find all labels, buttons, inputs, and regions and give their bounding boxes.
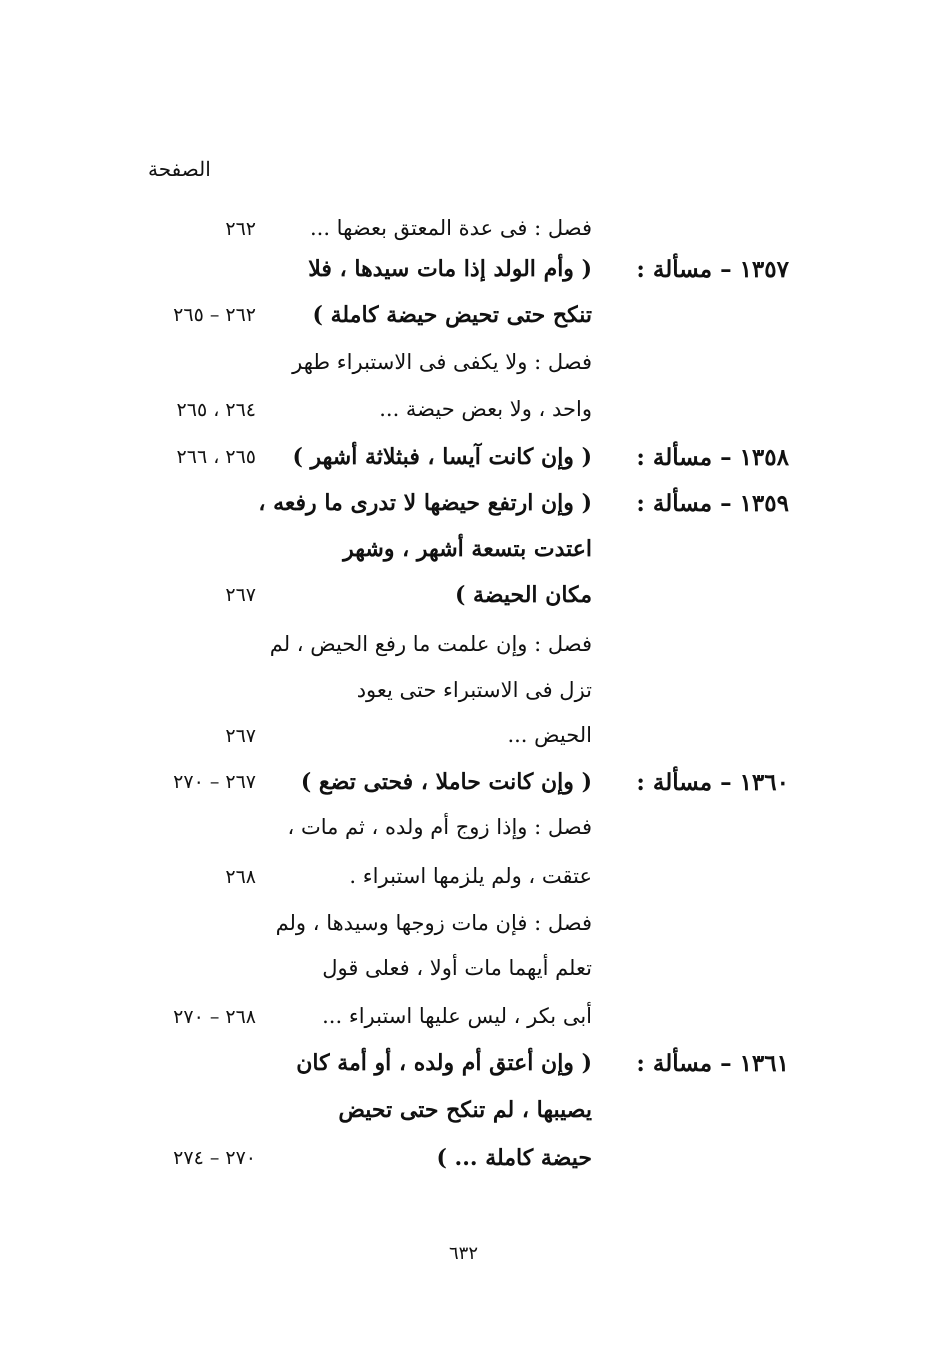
index-line — [0, 628, 927, 668]
fasl-text: أبى بكر ، ليس عليها استبراء ... — [322, 1004, 592, 1028]
index-line — [0, 1093, 927, 1133]
fasl-text: فصل : وإن علمت ما رفع الحيض ، لم — [269, 632, 592, 656]
fasl-text: فصل : فى عدة المعتق بعضها ... — [309, 216, 592, 240]
page-reference: ٢٦٢ — [225, 218, 256, 240]
index-line — [0, 765, 927, 805]
masala-text: ( وإن ارتفع حيضها لا تدرى ما رفعه ، — [258, 490, 592, 516]
index-line — [0, 811, 927, 851]
masala-label: ١٣٥٧ – مسألة : — [636, 256, 789, 283]
page-number: ٦٣٢ — [448, 1243, 478, 1264]
fasl-text: فصل : ولا يكفى فى الاستبراء طهر — [292, 350, 592, 374]
masala-label: ١٣٦٠ – مسألة : — [636, 769, 789, 796]
index-line — [0, 346, 927, 386]
fasl-text: واحد ، ولا بعض حيضة ... — [379, 397, 592, 421]
masala-text: اعتدت بتسعة أشهر ، وشهر — [343, 536, 592, 562]
masala-text: حيضة كاملة ... ) — [436, 1145, 592, 1171]
page-column-header: الصفحة — [148, 157, 211, 181]
fasl-text: فصل : وإذا زوج أم ولده ، ثم مات ، — [287, 815, 592, 839]
masala-text: يصيبها ، لم تنكح حتى تحيض — [338, 1097, 592, 1123]
index-line — [0, 486, 927, 526]
masala-text: ( وأم الولد إذا مات سيدها ، فلا — [308, 256, 592, 282]
masala-label: ١٣٥٩ – مسألة : — [636, 490, 789, 517]
index-line — [0, 440, 927, 480]
index-line — [0, 674, 927, 714]
masala-text: مكان الحيضة ) — [454, 582, 592, 608]
index-line — [0, 907, 927, 947]
masala-text: ( وإن أعتق أم ولده ، أو أمة كان — [296, 1050, 592, 1076]
masala-text: ( وإن كانت حاملا ، فحتى تضع ) — [300, 769, 592, 795]
index-line — [0, 1046, 927, 1086]
masala-text: ( وإن كانت آيسا ، فبثلاثة أشهر ) — [292, 444, 592, 470]
index-line — [0, 532, 927, 572]
page-reference: ٢٦٨ — [225, 866, 256, 888]
index-line — [0, 252, 927, 292]
page-reference: ٢٦٥ ، ٢٦٦ — [176, 446, 256, 468]
index-line — [0, 1141, 927, 1181]
masala-text: تنكح حتى تحيض حيضة كاملة ) — [312, 302, 592, 328]
fasl-text: عتقت ، ولم يلزمها استبراء . — [349, 864, 592, 888]
index-line — [0, 1000, 927, 1040]
page-reference: ٢٦٧ – ٢٧٠ — [173, 771, 256, 793]
masala-label: ١٣٦١ – مسألة : — [636, 1050, 789, 1077]
index-line — [0, 212, 927, 252]
index-line — [0, 578, 927, 618]
masala-label: ١٣٥٨ – مسألة : — [636, 444, 789, 471]
index-line — [0, 860, 927, 900]
page-reference: ٢٧٠ – ٢٧٤ — [173, 1147, 256, 1169]
page-reference: ٢٦٢ – ٢٦٥ — [173, 304, 256, 326]
page-reference: ٢٦٧ — [225, 725, 256, 747]
fasl-text: تزل فى الاستبراء حتى يعود — [356, 678, 592, 702]
index-line — [0, 719, 927, 759]
fasl-text: فصل : فإن مات زوجها وسيدها ، ولم — [275, 911, 592, 935]
fasl-text: الحيض ... — [507, 723, 592, 747]
index-line — [0, 393, 927, 433]
fasl-text: تعلم أيهما مات أولا ، فعلى قول — [322, 956, 592, 980]
page-reference: ٢٦٤ ، ٢٦٥ — [176, 399, 256, 421]
index-line — [0, 298, 927, 338]
page-reference: ٢٦٧ — [225, 584, 256, 606]
index-line — [0, 952, 927, 992]
page-reference: ٢٦٨ – ٢٧٠ — [173, 1006, 256, 1028]
